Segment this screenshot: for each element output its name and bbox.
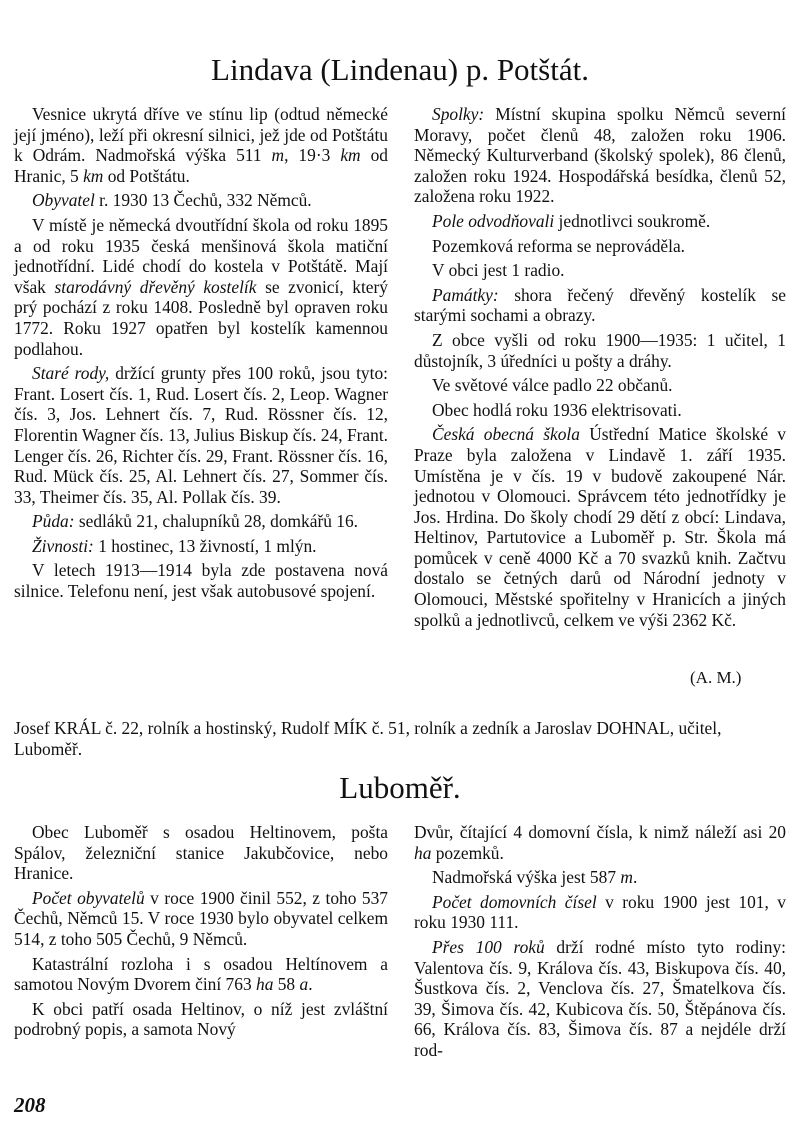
paragraph bbox=[14, 511, 388, 532]
text-run: 1 hostinec, 13 živností, 1 mlýn. bbox=[93, 535, 317, 556]
paragraph bbox=[14, 888, 388, 950]
text-run: se zvonicí, který prý pochází z roku 1408. Posledně byl opraven roku 1772. Roku 1927 opatřen byl kostelík kamennou podlahou. bbox=[14, 276, 389, 359]
paragraph bbox=[14, 536, 388, 557]
text-run: držící grunty přes 100 roků, jsou tyto: Frant. Losert čís. 1, Rud. Losert čís. 2, Leop. Wagner čís. 3, Jos. Lehnert čís. 7, Rud. Rössner čís. 12, Florentin Wagner čís. 13, Julius Biskup čís. 24, Frant. Lenger čís. 26, Richter čís. 29, Frant. Rössner čís. 16, Rud. Mück čís. 25, Al. Lehnert čís. 27, Sommer čís. 33, Theimer čís. 35, Al. Pollak čís. 39. bbox=[14, 363, 388, 507]
text-run: Z obce vyšli od roku 1900—1935: 1 učitel, 1 důstojník, 3 úředníci u pošty a dráhy. bbox=[414, 329, 786, 371]
text-run: Česká obecná škola bbox=[432, 424, 580, 445]
text-run: Ústřední Matice školské v Praze byla založena v Lindavě 1. září 1935. Umístěna je v čís. 19 v budově zakoupené Nár. jednotou v Olomouci. Správcem této jednotřídky je Jos. Hrdina. Do školy chodí 29 dětí z obcí: Lindava, Heltinov, Partutovice a Luboměř p. Str. Škola má pomůcek v ceně 4000 Kč a 70 svazků knih. Začtvu dostalo se četných darů od Národní jednoty v Olomouci, Městské spořitelny v Hranicích a jiných spolků a jednotlivců, celkem ve výši 2362 Kč. bbox=[414, 424, 786, 630]
text-run: r. 1930 13 Čechů, 332 Němců. bbox=[94, 190, 312, 211]
text-run: . bbox=[632, 867, 638, 888]
text-run: m bbox=[271, 145, 285, 166]
paragraph bbox=[414, 867, 786, 888]
article-title-lindava: Lindava (Lindenau) p. Potštát. bbox=[211, 52, 589, 87]
text-run: Pozemková reforma se neprováděla. bbox=[432, 235, 686, 256]
text-run: K obci patří osada Heltinov, o níž jest zvláštní podrobný popis, a samota Nový bbox=[14, 998, 388, 1040]
paragraph bbox=[14, 363, 388, 507]
text-run: ha bbox=[414, 842, 432, 863]
paragraph bbox=[414, 330, 786, 371]
lubomer-right-column bbox=[414, 822, 786, 1065]
text-run: km bbox=[340, 145, 361, 166]
paragraph bbox=[14, 560, 388, 601]
paragraph bbox=[14, 999, 388, 1040]
text-run: . bbox=[308, 974, 313, 995]
paragraph bbox=[414, 236, 786, 257]
text-run: od Potštátu. bbox=[103, 165, 190, 186]
text-run: Pole odvodňovali bbox=[432, 210, 555, 231]
text-run: Památky: bbox=[432, 284, 499, 305]
text-run: Místní skupina spolku Němců severní Moravy, počet členů 48, založen roku 1906. Německý Kulturverband (školský spolek), 86 členů, založen roku 1924. Hospodářská besídka, členů 52, založena roku 1922. bbox=[414, 104, 786, 207]
text-run: Nadmořská výška jest 587 bbox=[432, 867, 621, 888]
text-run: Obec Luboměř s osadou Heltinovem, pošta Spálov, železniční stanice Jakubčovice, nebo Hranice. bbox=[14, 822, 388, 884]
text-run: Obec hodlá roku 1936 elektrisovati. bbox=[432, 399, 682, 420]
text-run: jednotlivci soukromě. bbox=[554, 210, 711, 231]
author-initials: (A. M.) bbox=[690, 668, 742, 687]
text-run: v roku 1900 jest 101, v roku 1930 111. bbox=[414, 891, 786, 933]
text-run: drží rodné místo tyto rodiny: Valentova čís. 9, Králova čís. 43, Biskupova čís. 40, Šustkova čís. 2, Venclova čís. 27, Šmatelkova čís. 39, Šimova čís. 42, Kubicova čís. 50, Štěpánova čís. 66, Králova čís. 83, Šimova čís. 87 a nejdéle drží rod- bbox=[414, 936, 786, 1060]
text-run: 58 bbox=[273, 974, 300, 995]
paragraph bbox=[414, 285, 786, 326]
paragraph bbox=[414, 937, 786, 1061]
paragraph bbox=[14, 104, 388, 186]
text-run: pozemků. bbox=[431, 842, 504, 863]
text-run: Ve světové válce padlo 22 občanů. bbox=[432, 375, 673, 396]
paragraph bbox=[414, 104, 786, 207]
lindava-right-column bbox=[414, 104, 786, 634]
paragraph bbox=[414, 822, 786, 863]
text-run: Katastrální rozloha i s osadou Heltínovem a samotou Novým Dvorem činí 763 bbox=[14, 953, 388, 995]
article-title-lubomer: Luboměř. bbox=[339, 770, 461, 805]
paragraph bbox=[14, 822, 388, 884]
text-run: a bbox=[299, 974, 309, 995]
paragraph bbox=[414, 400, 786, 421]
text-run: Vesnice ukrytá dříve ve stínu lip (odtud německé její jméno), leží při okresní silnici, jež jde od Potštátu k Odrám. Nadmořská výška 511 bbox=[14, 104, 388, 166]
lubomer-left-column bbox=[14, 822, 388, 1044]
text-run: ha bbox=[256, 974, 274, 995]
text-run: V obci jest 1 radio. bbox=[432, 260, 565, 281]
paragraph bbox=[14, 190, 388, 211]
paragraph bbox=[14, 954, 388, 995]
text-run: , 19·3 bbox=[284, 145, 341, 166]
text-run: sedláků 21, chalupníků 28, domkářů 16. bbox=[74, 511, 359, 532]
lindava-left-column bbox=[14, 104, 388, 606]
paragraph bbox=[414, 424, 786, 630]
text-run: km bbox=[83, 165, 104, 186]
text-run: V letech 1913—1914 byla zde postavena nová silnice. Telefonu není, jest však autobusové spojení. bbox=[14, 560, 388, 602]
text-run: v roce 1900 činil 552, z toho 537 Čechů, Němců 15. V roce 1930 bylo obyvatel celkem 514, z toho 505 Čechů, 9 Němců. bbox=[14, 887, 388, 949]
text-run: V místě je německá dvoutřídní škola od roku 1895 a od roku 1935 česká menšinová škola matiční jednotřídní. Lidé chodí do kostela v Potštátě. Mají však bbox=[14, 214, 388, 297]
text-run: starodávný dřevěný kostelík bbox=[54, 276, 257, 297]
contributors-line: Josef KRÁL č. 22, rolník a hostinský, Rudolf MÍK č. 51, rolník a zedník a Jaroslav DOHNAL, učitel, Luboměř. bbox=[14, 718, 722, 759]
paragraph bbox=[414, 260, 786, 281]
page-number: 208 bbox=[14, 1093, 46, 1117]
paragraph bbox=[414, 892, 786, 933]
text-run: Půda: bbox=[32, 511, 75, 532]
text-run: shora řečený dřevěný kostelík se starými sochami a obrazy. bbox=[414, 284, 786, 326]
text-run: Obyvatel bbox=[32, 190, 95, 211]
text-run: Dvůr, čítající 4 domovní čísla, k nimž náleží asi 20 bbox=[414, 822, 786, 842]
text-run: Živnosti: bbox=[32, 535, 94, 556]
text-run: Počet domovních čísel bbox=[432, 891, 597, 912]
text-run: Přes 100 roků bbox=[432, 936, 545, 957]
text-run: m bbox=[620, 867, 633, 888]
paragraph bbox=[414, 211, 786, 232]
text-run: Spolky: bbox=[432, 104, 485, 124]
text-run: Staré rody, bbox=[32, 363, 110, 384]
paragraph bbox=[14, 215, 388, 359]
text-run: od Hranic, 5 bbox=[14, 145, 388, 186]
paragraph bbox=[414, 375, 786, 396]
text-run: Počet obyvatelů bbox=[32, 887, 145, 908]
